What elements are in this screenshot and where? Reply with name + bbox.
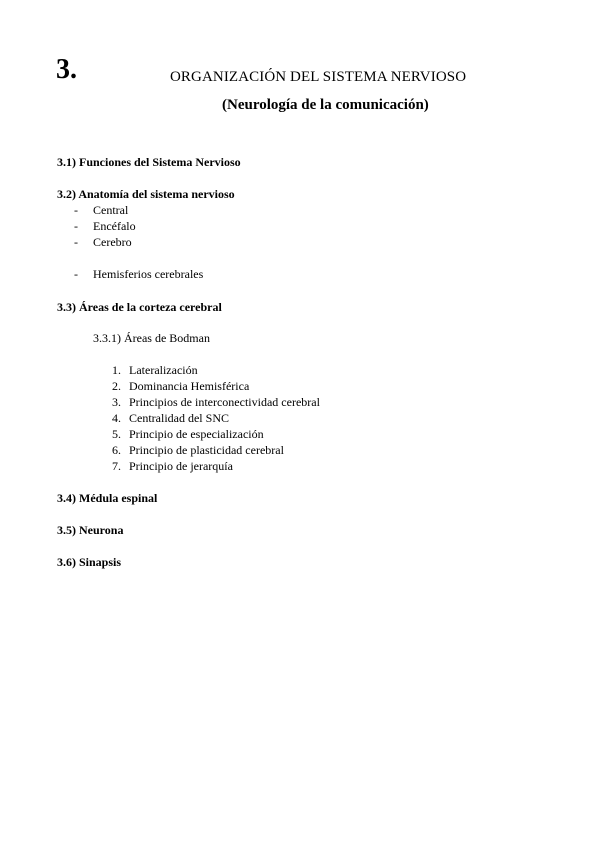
numbered-item — [112, 460, 233, 472]
item-label: Principios de interconectividad cerebral — [129, 395, 320, 409]
list-item — [74, 220, 136, 232]
numbered-item — [112, 396, 320, 408]
dash-bullet: - — [74, 203, 78, 217]
item-label: Principio de plasticidad cerebral — [129, 443, 284, 457]
item-number: 5. — [112, 427, 121, 441]
dash-bullet: - — [74, 219, 78, 233]
list-item-label: Hemisferios cerebrales — [93, 267, 204, 281]
item-number: 1. — [112, 363, 121, 377]
item-number: 7. — [112, 459, 121, 473]
subsection-heading-3-3-1: 3.3.1) Áreas de Bodman — [93, 331, 210, 345]
list-item — [74, 268, 203, 280]
numbered-item — [112, 364, 198, 376]
dash-bullet: - — [74, 267, 78, 281]
item-number: 4. — [112, 411, 121, 425]
chapter-subtitle: (Neurología de la comunicación) — [222, 97, 429, 113]
numbered-item — [112, 380, 249, 392]
chapter-title: ORGANIZACIÓN DEL SISTEMA NERVIOSO — [170, 69, 467, 85]
item-label: Centralidad del SNC — [129, 411, 229, 425]
section-heading-3-3: 3.3) Áreas de la corteza cerebral — [57, 300, 222, 314]
list-item-label: Encéfalo — [93, 219, 136, 233]
list-item-label: Central — [93, 203, 129, 217]
list-item — [74, 236, 132, 248]
numbered-item — [112, 428, 264, 440]
chapter-number: 3. — [56, 54, 77, 85]
item-number: 3. — [112, 395, 121, 409]
list-item — [74, 204, 128, 216]
list-item-label: Cerebro — [93, 235, 132, 249]
item-label: Dominancia Hemisférica — [129, 379, 250, 393]
section-heading-3-5: 3.5) Neurona — [57, 523, 124, 537]
section-heading-3-4: 3.4) Médula espinal — [57, 491, 158, 505]
dash-bullet: - — [74, 235, 78, 249]
section-heading-3-2: 3.2) Anatomía del sistema nervioso — [57, 187, 235, 201]
numbered-item — [112, 412, 229, 424]
numbered-item — [112, 444, 284, 456]
section-heading-3-6: 3.6) Sinapsis — [57, 555, 122, 569]
item-number: 6. — [112, 443, 121, 457]
item-label: Lateralización — [129, 363, 198, 377]
section-heading-3-1: 3.1) Funciones del Sistema Nervioso — [57, 155, 241, 169]
item-number: 2. — [112, 379, 121, 393]
item-label: Principio de jerarquía — [129, 459, 233, 473]
item-label: Principio de especialización — [129, 427, 264, 441]
